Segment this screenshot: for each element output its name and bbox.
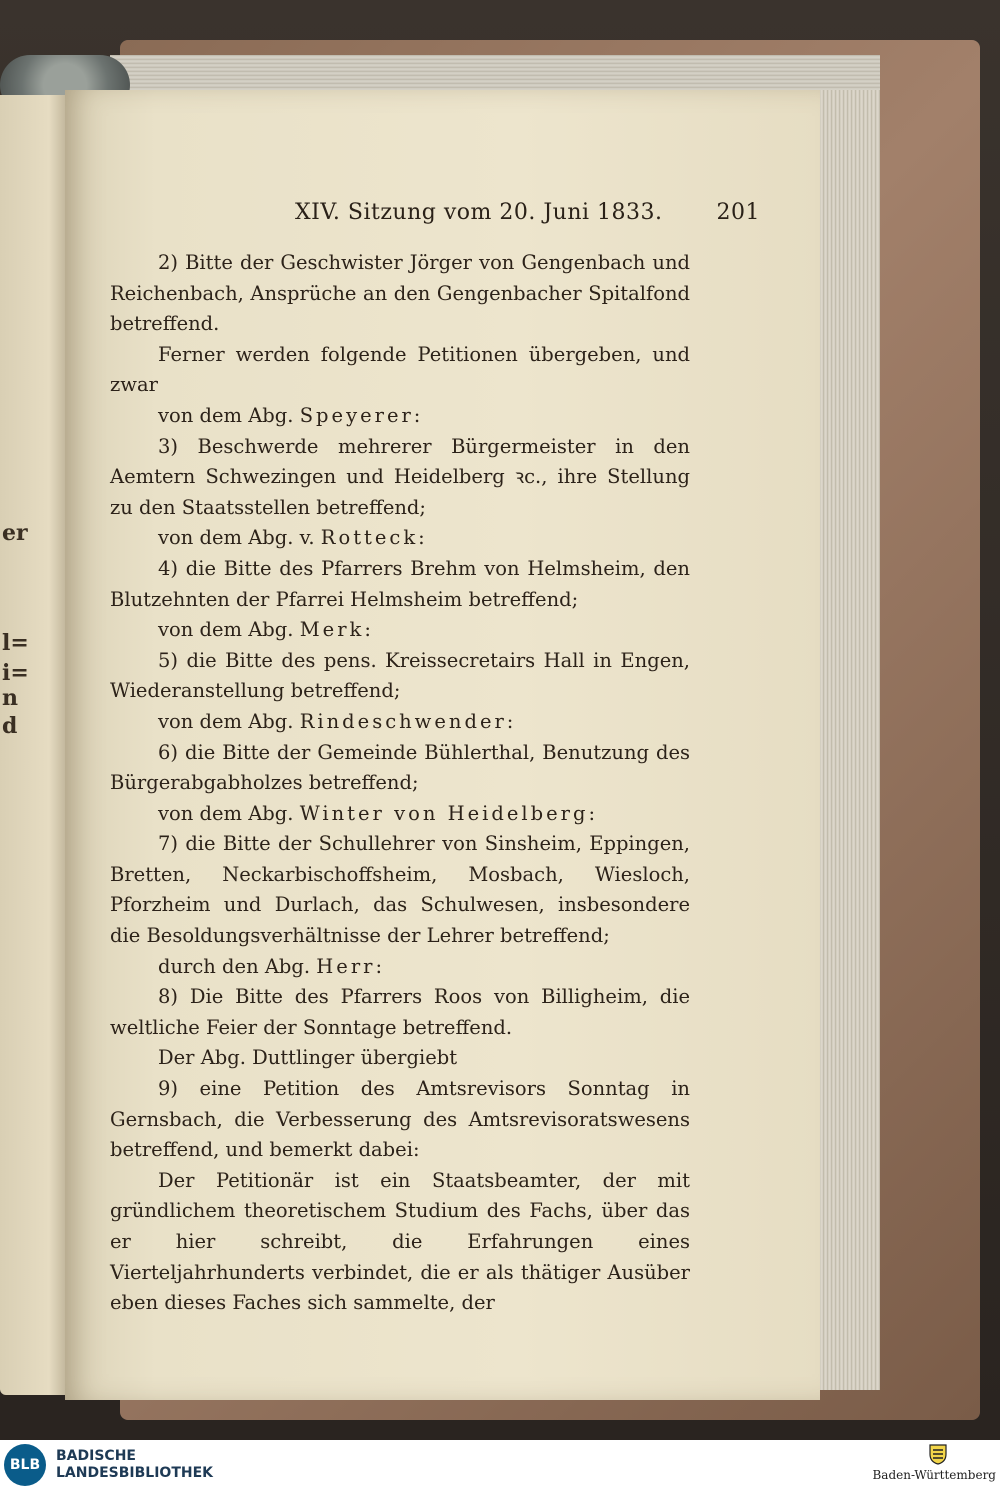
speaker-name: Speyerer: (299, 403, 424, 427)
petition-paragraph: 4) die Bitte des Pfarrers Brehm von Helmsheim, den Blutzehnten der Pfarrei Helmsheim betreffend; (110, 556, 690, 611)
petition-paragraph: Ferner werden folgende Petitionen übergeben, und zwar (110, 342, 690, 397)
speaker-prefix: von dem Abg. (158, 801, 294, 825)
speaker-line (110, 707, 690, 738)
speaker-prefix: von dem Abg. (158, 709, 294, 733)
blb-logo[interactable]: BLB (4, 1444, 46, 1486)
speaker-name: Rotteck: (320, 526, 428, 550)
speaker-line (110, 523, 690, 554)
library-name-line1: BADISCHE (56, 1448, 136, 1464)
speaker-line (110, 799, 690, 830)
page-number: 201 (716, 200, 760, 225)
state-crest-icon (928, 1443, 948, 1465)
speaker-prefix: von dem Abg. v. (158, 526, 315, 550)
speaker-line (110, 615, 690, 646)
left-page-fragment: d (2, 713, 18, 739)
speaker-name: Rindeschwender: (299, 709, 517, 733)
library-name[interactable] (56, 1448, 213, 1482)
running-head-title: XIV. Sitzung vom 20. Juni 1833. (295, 200, 663, 225)
left-page-fragment: l= (2, 630, 29, 656)
speaker-name: Winter von Heidelberg: (299, 801, 599, 825)
speaker-prefix: durch den Abg. (158, 954, 311, 978)
state-name: Baden-Württemberg (872, 1468, 996, 1482)
right-page (65, 90, 820, 1400)
body-text (110, 248, 690, 1319)
petition-paragraph: 8) Die Bitte des Pfarrers Roos von Billigheim, die weltliche Feier der Sonntage betreffend. (110, 985, 690, 1039)
left-page-fragment: er (2, 520, 28, 546)
petition-paragraph: 5) die Bitte des pens. Kreissecretairs Hall in Engen, Wiederanstellung betreffend; (110, 648, 690, 703)
speaker-prefix: von dem Abg. (158, 403, 294, 427)
petition-paragraph: 6) die Bitte der Gemeinde Bühlerthal, Benutzung des Bürgerabgabholzes betreffend; (110, 740, 690, 795)
petition-paragraph: 2) Bitte der Geschwister Jörger von Gengenbach und Reichenbach, Ansprüche an den Gengenbacher Spitalfond betreffend. (110, 251, 690, 336)
speaker-name: Merk: (299, 618, 374, 642)
petition-paragraph: 7) die Bitte der Schullehrer von Sinsheim, Eppingen, Bretten, Neckarbischoffsheim, Mosbach, Wiesloch, Pforzheim und Durlach, das Schulwesen, insbesondere die Besoldungsverhältnisse der Lehrer betreffend; (110, 832, 690, 948)
speaker-prefix: Der Abg. Duttlinger übergiebt (158, 1046, 458, 1070)
speaker-line (110, 952, 690, 983)
speaker-name: Herr: (316, 954, 386, 978)
left-page-fragment: i= (2, 660, 29, 686)
speaker-line (110, 401, 690, 432)
petition-paragraph: 9) eine Petition des Amtsrevisors Sonntag in Gernsbach, die Verbesserung des Amtsrevisoratswesens betreffend, und bemerkt dabei: (110, 1077, 690, 1162)
left-page-fragment: n (2, 685, 18, 711)
speaker-prefix: von dem Abg. (158, 618, 294, 642)
footer-bar (0, 1440, 1000, 1490)
petition-paragraph: Der Petitionär ist ein Staatsbeamter, der mit gründlichem theoretischem Studium des Fachs, über das er hier schreibt, die Erfahrungen eines Vierteljahrhunderts verbindet, die er als thätiger Ausüber eben dieses Faches sich sammelte, der (110, 1168, 690, 1315)
left-page (0, 95, 70, 1395)
petition-paragraph: 3) Beschwerde mehrerer Bürgermeister in den Aemtern Schwezingen und Heidelberg ꝛc., ihre Stellung zu den Staatsstellen betreffend; (110, 434, 690, 519)
speaker-line (110, 1043, 690, 1074)
library-name-line2: LANDESBIBLIOTHEK (56, 1465, 214, 1481)
